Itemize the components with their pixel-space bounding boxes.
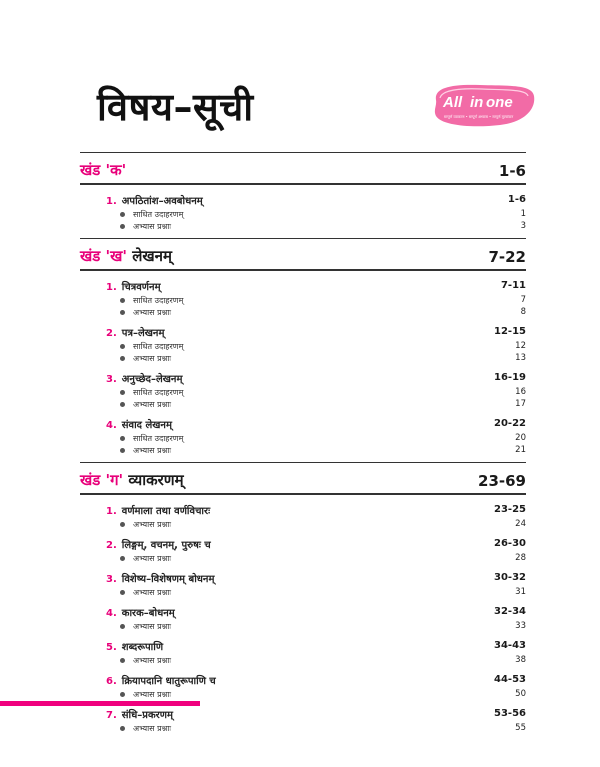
section-range: 23-69 — [478, 472, 526, 490]
chapter-title: विशेष्य–विशेषणम् बोधनम् — [121, 573, 215, 585]
subtopic-entry[interactable] — [120, 444, 526, 456]
subtopic-title: साधित उदाहरणम् — [133, 433, 184, 443]
subtopic-title-wrap — [120, 587, 171, 598]
chapter-title: अनुच्छेद–लेखनम् — [121, 373, 183, 385]
chapter-title: अपठितांश–अवबोधनम् — [121, 195, 203, 207]
subtopic-entry[interactable] — [120, 352, 526, 364]
section-divider — [80, 493, 526, 495]
chapter-entry[interactable] — [106, 705, 526, 722]
bullet-icon — [120, 224, 125, 229]
subtopic-entry[interactable] — [120, 654, 526, 666]
subtopic-entry[interactable] — [120, 586, 526, 598]
chapter-pages: 32-34 — [494, 606, 526, 617]
subtopic-title: साधित उदाहरणम् — [133, 341, 184, 351]
bullet-icon — [120, 692, 125, 697]
chapter-pages: 30-32 — [494, 572, 526, 583]
chapter-title: संधि–प्रकरणम् — [121, 709, 173, 721]
subtopic-page: 8 — [520, 307, 526, 317]
svg-text:All: All — [443, 94, 463, 111]
subtopic-title: अभ्यास प्रश्नाः — [133, 353, 171, 363]
chapter-entry[interactable] — [106, 671, 526, 688]
toc-section — [80, 238, 526, 456]
chapter-title-wrap — [106, 279, 161, 293]
bullet-icon — [120, 212, 125, 217]
subtopic-page: 3 — [520, 221, 526, 231]
chapter-pages: 23-25 — [494, 504, 526, 515]
bullet-icon — [120, 590, 125, 595]
subtopic-title: अभ्यास प्रश्नाः — [133, 445, 171, 455]
chapter-title: लिङ्गम्, वचनम्, पुरुषः च — [121, 539, 211, 551]
section-label — [80, 246, 172, 266]
chapter-title: वर्णमाला तथा वर्णविचारः — [121, 505, 211, 517]
section-label — [80, 470, 184, 490]
subtopic-entry[interactable] — [120, 552, 526, 564]
section-heading — [80, 152, 526, 180]
bullet-icon — [120, 436, 125, 441]
chapter-pages: 1-6 — [507, 194, 526, 205]
subtopic-title-wrap — [120, 723, 171, 734]
subtopic-page: 1 — [520, 209, 526, 219]
chapter-title-wrap — [106, 371, 182, 385]
chapter-entry[interactable] — [106, 637, 526, 654]
subtopic-entry[interactable] — [120, 220, 526, 232]
section-label — [80, 160, 126, 180]
chapter-entry[interactable] — [106, 569, 526, 586]
chapter-entry[interactable] — [106, 191, 526, 208]
allinone-logo — [430, 82, 536, 128]
subtopic-title-wrap — [120, 307, 171, 318]
bullet-icon — [120, 658, 125, 663]
chapter-title-wrap — [106, 417, 172, 431]
subtopic-entry[interactable] — [120, 432, 526, 444]
subtopic-title: अभ्यास प्रश्नाः — [133, 655, 171, 665]
bullet-icon — [120, 310, 125, 315]
section-code: खंड 'ख' — [80, 247, 127, 265]
chapter-pages: 34-43 — [494, 640, 526, 651]
subtopic-page: 13 — [515, 353, 526, 363]
subtopic-title: अभ्यास प्रश्नाः — [133, 587, 171, 597]
chapter-number: 3. — [106, 373, 117, 385]
bullet-icon — [120, 448, 125, 453]
subtopic-title: साधित उदाहरणम् — [133, 209, 184, 219]
subtopic-title: साधित उदाहरणम् — [133, 387, 184, 397]
subtopic-title-wrap — [120, 387, 183, 398]
chapter-title-wrap — [106, 193, 203, 207]
section-heading — [80, 462, 526, 490]
bullet-icon — [120, 726, 125, 731]
chapter-title-wrap — [106, 537, 211, 551]
chapter-number: 6. — [106, 675, 117, 687]
toc-section — [80, 462, 526, 734]
chapter-entry[interactable] — [106, 369, 526, 386]
subtopic-page: 7 — [520, 295, 526, 305]
chapter-pages: 26-30 — [494, 538, 526, 549]
subtopic-page: 28 — [515, 553, 526, 563]
chapter-title-wrap — [106, 707, 173, 721]
subtopic-page: 38 — [515, 655, 526, 665]
subtopic-title-wrap — [120, 295, 183, 306]
subtopic-entry[interactable] — [120, 688, 526, 700]
subtopic-title-wrap — [120, 553, 171, 564]
section-heading — [80, 238, 526, 266]
chapter-title: पत्र–लेखनम् — [121, 327, 165, 339]
subtopic-page: 55 — [515, 723, 526, 733]
subtopic-title: अभ्यास प्रश्नाः — [133, 689, 171, 699]
subtopic-entry[interactable] — [120, 620, 526, 632]
subtopic-entry[interactable] — [120, 208, 526, 220]
section-suffix: व्याकरणम् — [128, 471, 184, 489]
table-of-contents — [80, 152, 526, 734]
subtopic-title-wrap — [120, 621, 171, 632]
chapter-entry[interactable] — [106, 501, 526, 518]
subtopic-title: अभ्यास प्रश्नाः — [133, 307, 171, 317]
subtopic-title: अभ्यास प्रश्नाः — [133, 519, 171, 529]
section-range: 7-22 — [488, 248, 526, 266]
chapter-pages: 20-22 — [494, 418, 526, 429]
bullet-icon — [120, 344, 125, 349]
bullet-icon — [120, 402, 125, 407]
chapter-number: 1. — [106, 505, 117, 517]
toc-section — [80, 152, 526, 232]
chapter-title: संवाद लेखनम् — [121, 419, 172, 431]
subtopic-page: 33 — [515, 621, 526, 631]
bullet-icon — [120, 298, 125, 303]
svg-text:one: one — [486, 94, 513, 111]
section-code: खंड 'क' — [80, 161, 127, 179]
subtopic-page: 31 — [515, 587, 526, 597]
page-title: विषय–सूची — [97, 85, 254, 129]
chapter-title: क्रियापदानि धातुरूपाणि च — [121, 675, 216, 687]
section-divider — [80, 269, 526, 271]
chapter-number: 7. — [106, 709, 117, 721]
subtopic-page: 24 — [515, 519, 526, 529]
subtopic-title-wrap — [120, 341, 183, 352]
chapter-title-wrap — [106, 325, 164, 339]
chapter-number: 2. — [106, 539, 117, 551]
section-code: खंड 'ग' — [80, 471, 124, 489]
chapter-pages: 12-15 — [494, 326, 526, 337]
chapter-number: 2. — [106, 327, 117, 339]
chapter-title: शब्दरूपाणि — [121, 641, 164, 653]
section-suffix: लेखनम् — [132, 247, 172, 265]
svg-text:in: in — [470, 94, 484, 111]
chapter-title-wrap — [106, 673, 216, 687]
subtopic-title: अभ्यास प्रश्नाः — [133, 621, 171, 631]
chapter-pages: 53-56 — [494, 708, 526, 719]
chapter-number: 4. — [106, 607, 117, 619]
bullet-icon — [120, 356, 125, 361]
chapter-title: कारक–बोधनम् — [121, 607, 175, 619]
bullet-icon — [120, 624, 125, 629]
subtopic-title: अभ्यास प्रश्नाः — [133, 399, 171, 409]
subtopic-title-wrap — [120, 353, 171, 364]
subtopic-page: 17 — [515, 399, 526, 409]
subtopic-title: अभ्यास प्रश्नाः — [133, 221, 171, 231]
subtopic-title: अभ्यास प्रश्नाः — [133, 723, 171, 733]
chapter-title-wrap — [106, 605, 175, 619]
chapter-entry[interactable] — [106, 535, 526, 552]
subtopic-title: साधित उदाहरणम् — [133, 295, 184, 305]
chapter-title-wrap — [106, 639, 163, 653]
chapter-entry[interactable] — [106, 415, 526, 432]
subtopic-title-wrap — [120, 519, 171, 530]
section-divider — [80, 183, 526, 185]
section-range: 1-6 — [498, 162, 526, 180]
chapter-entry[interactable] — [106, 323, 526, 340]
chapter-number: 1. — [106, 281, 117, 293]
subtopic-entry[interactable] — [120, 398, 526, 410]
subtopic-page: 20 — [515, 433, 526, 443]
subtopic-entry[interactable] — [120, 386, 526, 398]
chapter-pages: 16-19 — [494, 372, 526, 383]
subtopic-entry[interactable] — [120, 306, 526, 318]
subtopic-title-wrap — [120, 433, 183, 444]
subtopic-page: 50 — [515, 689, 526, 699]
subtopic-entry[interactable] — [120, 294, 526, 306]
subtopic-page: 21 — [515, 445, 526, 455]
bullet-icon — [120, 390, 125, 395]
subtopic-title-wrap — [120, 689, 171, 700]
chapter-entry[interactable] — [106, 277, 526, 294]
subtopic-entry[interactable] — [120, 722, 526, 734]
subtopic-page: 16 — [515, 387, 526, 397]
logo-tagline: सम्पूर्ण व्याकरण • सम्पूर्ण अभ्यास • सम्पूर्ण मूल्यांकन — [444, 115, 514, 119]
chapter-pages: 44-53 — [494, 674, 526, 685]
chapter-number: 5. — [106, 641, 117, 653]
chapter-title-wrap — [106, 503, 210, 517]
subtopic-title-wrap — [120, 399, 171, 410]
chapter-title: चित्रवर्णनम् — [121, 281, 161, 293]
subtopic-page: 12 — [515, 341, 526, 351]
bullet-icon — [120, 522, 125, 527]
subtopic-title-wrap — [120, 209, 183, 220]
subtopic-title: अभ्यास प्रश्नाः — [133, 553, 171, 563]
chapter-entry[interactable] — [106, 603, 526, 620]
chapter-number: 4. — [106, 419, 117, 431]
subtopic-entry[interactable] — [120, 340, 526, 352]
chapter-pages: 7-11 — [500, 280, 526, 291]
subtopic-title-wrap — [120, 445, 171, 456]
chapter-number: 1. — [106, 195, 117, 207]
bullet-icon — [120, 556, 125, 561]
subtopic-title-wrap — [120, 221, 171, 232]
subtopic-title-wrap — [120, 655, 171, 666]
subtopic-entry[interactable] — [120, 518, 526, 530]
chapter-number: 3. — [106, 573, 117, 585]
decorative-bar — [0, 701, 200, 706]
chapter-title-wrap — [106, 571, 214, 585]
